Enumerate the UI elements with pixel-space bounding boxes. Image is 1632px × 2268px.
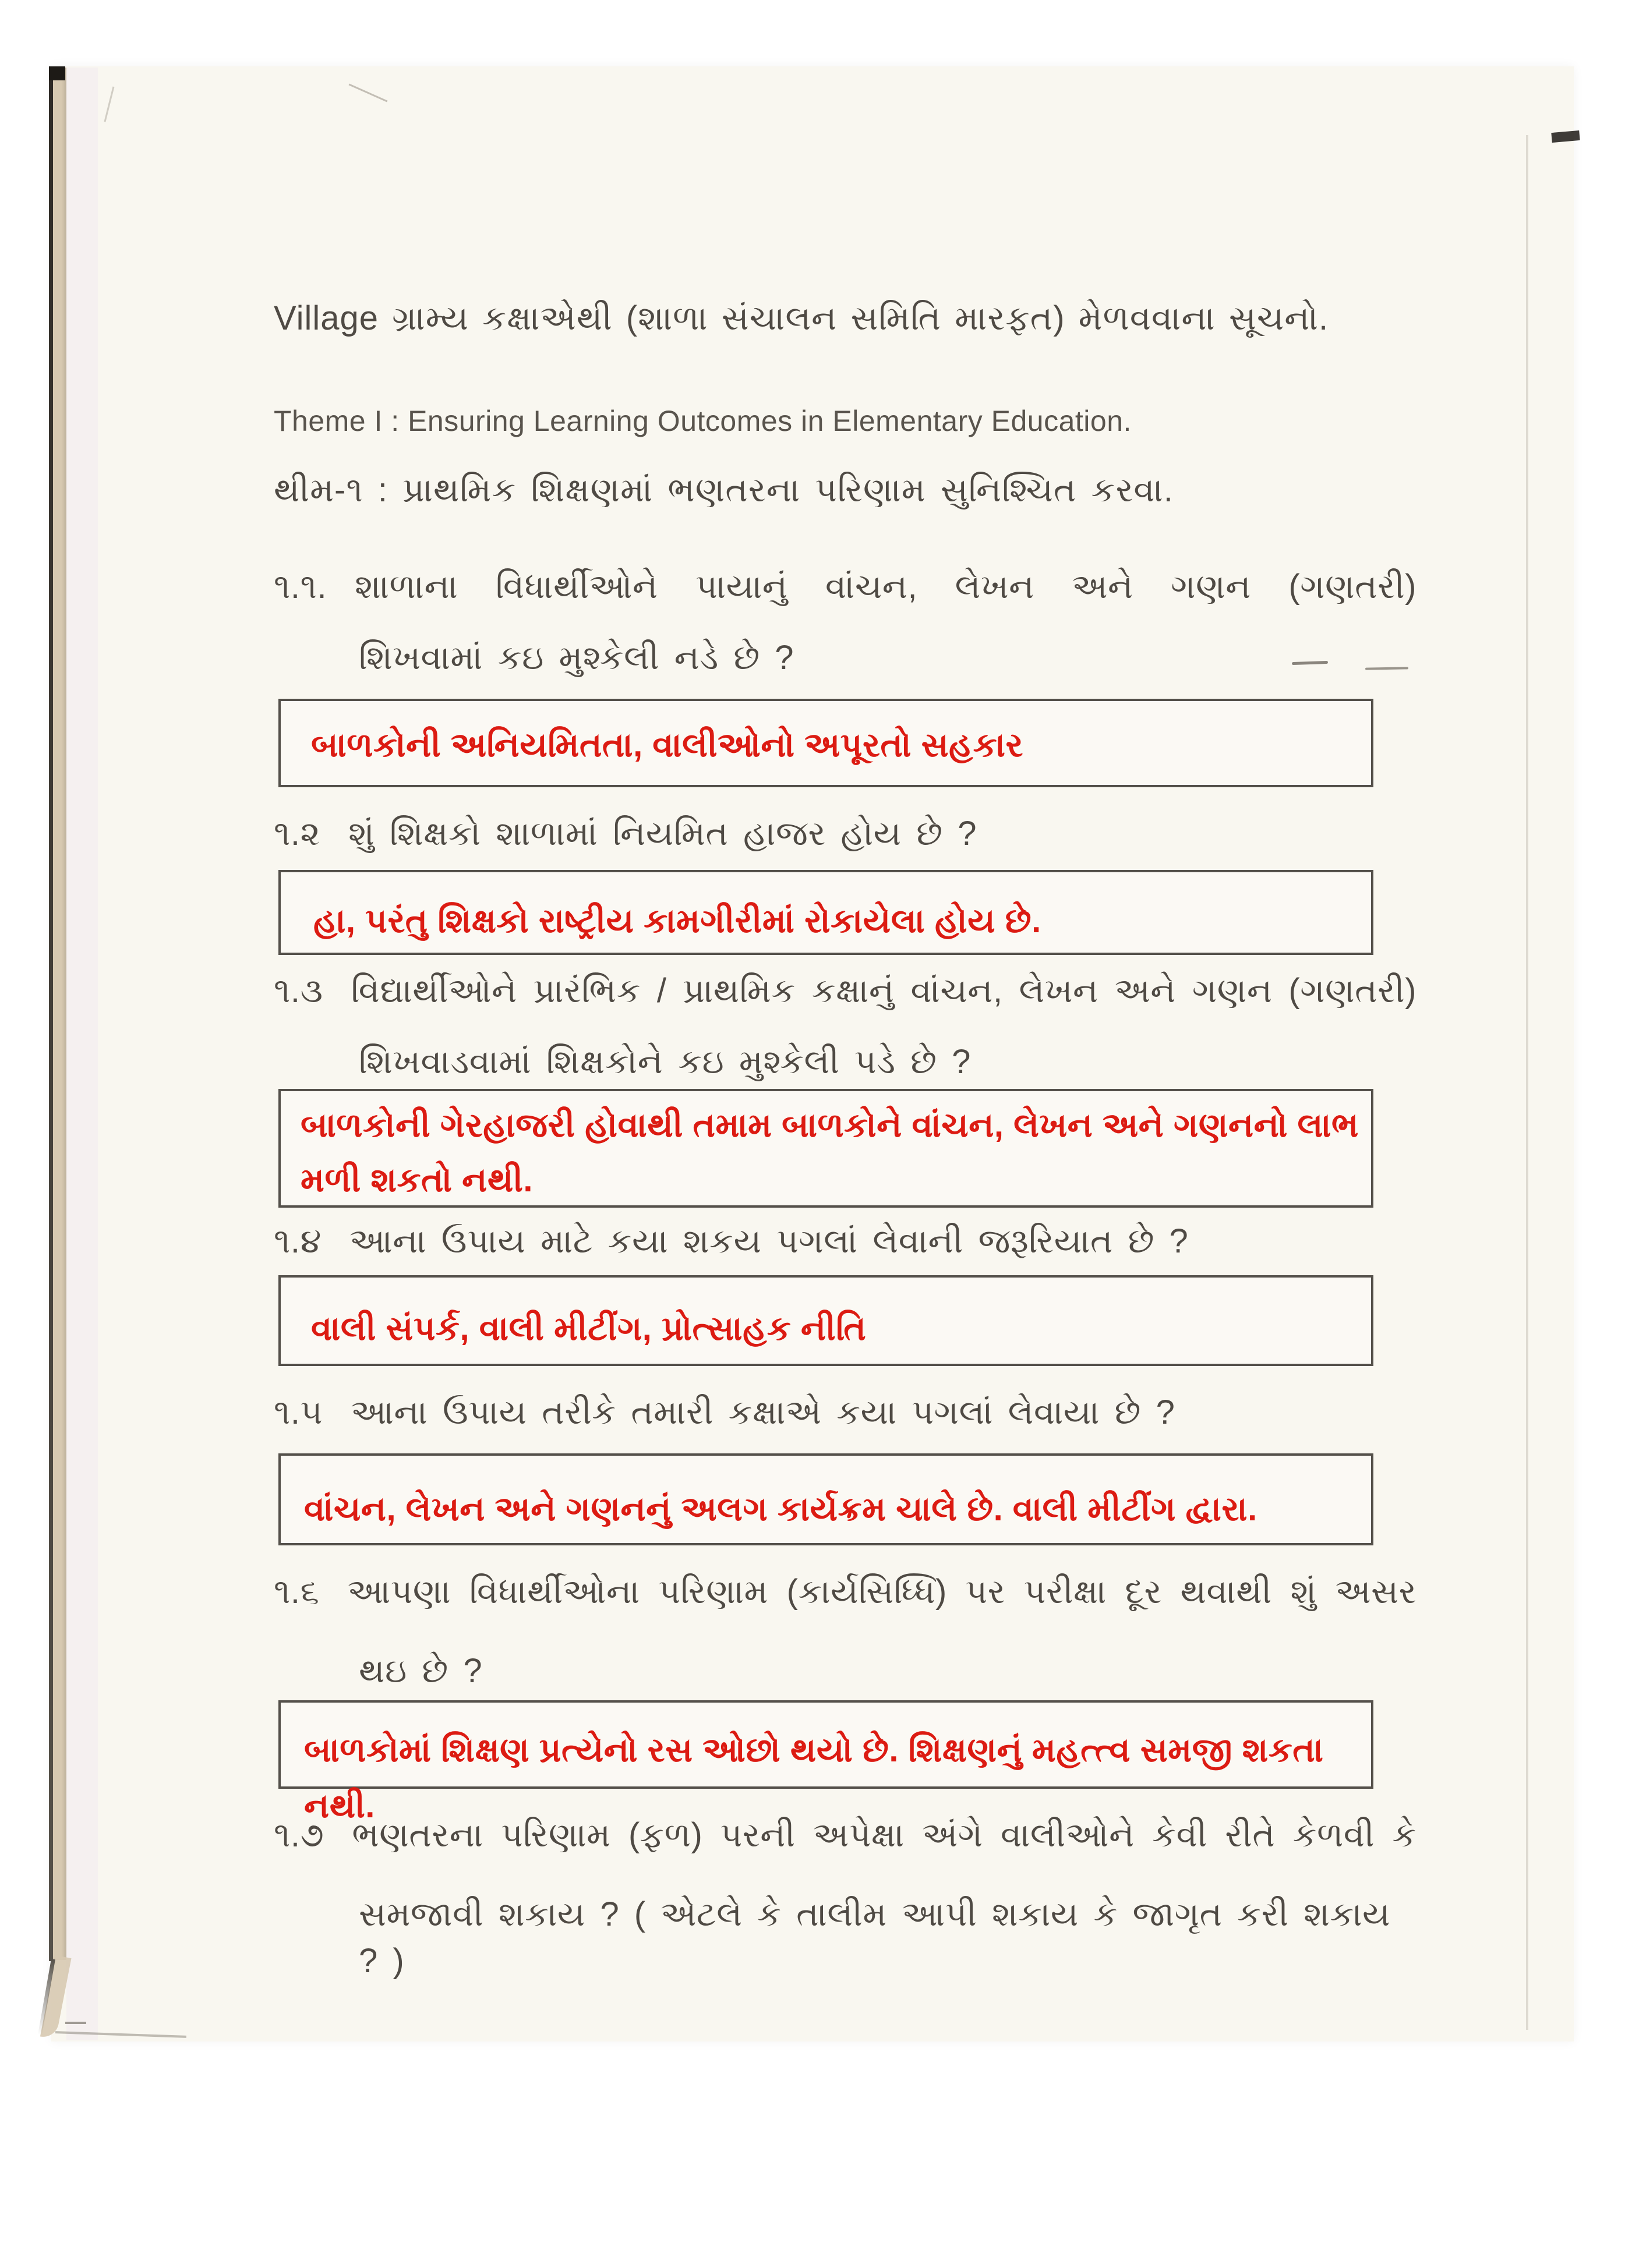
question-number: ૧.૨	[274, 815, 321, 852]
question-number: ૧.૪	[274, 1222, 322, 1260]
answer-box-1-6	[278, 1700, 1373, 1825]
question-1-4	[274, 1218, 1416, 1265]
scan-corner-mark-top-right	[1551, 130, 1580, 143]
page-fold-line	[1526, 135, 1528, 2030]
question-line: સમજાવી શકાય ? ( એટલે કે તાલીમ આપી શકાય કે જાગૃત કરી શકાય ? )	[359, 1895, 1391, 1980]
question-line: શિખવામાં કઇ મુશ્કેલી નડે છે ?	[359, 639, 794, 677]
question-number: ૧.૭	[274, 1816, 324, 1854]
question-number: ૧.૫	[274, 1393, 323, 1431]
question-1-7	[274, 1812, 1416, 1984]
question-line	[274, 968, 1416, 1014]
answer-text: મળી શકતો નથી.	[301, 1161, 534, 1199]
question-number: ૧.૩	[274, 972, 323, 1010]
answer-box-1-2	[278, 870, 1373, 955]
answer-box-1-1	[278, 699, 1373, 787]
question-text: વિદ્યાર્થીઓને પ્રારંભિક / પ્રાથમિક કક્ષાનું વાંચન, લેખન અને ગણન (ગણતરી)	[351, 972, 1416, 1010]
question-1-3	[274, 968, 1416, 1085]
question-text: ભણતરના પરિણામ (ફળ) પરની અપેક્ષા અંગે વાલીઓને કેવી રીતે કેળવી કે	[352, 1816, 1416, 1854]
question-line	[274, 1218, 1416, 1265]
question-line	[274, 1569, 1416, 1615]
document-title: Village ગ્રામ્ય કક્ષાએથી (શાળા સંચાલન સમિતિ મારફત) મેળવવાના સૂચનો.	[274, 299, 1329, 337]
question-text: શું શિક્ષકો શાળામાં નિયમિત હાજર હોય છે ?	[348, 815, 977, 852]
theme-heading-english: Theme I : Ensuring Learning Outcomes in Elementary Education.	[274, 405, 1132, 437]
scan-shadow-line	[49, 68, 53, 1961]
question-1-2	[274, 811, 1416, 857]
question-number: ૧.૬	[274, 1573, 320, 1611]
question-line	[274, 1812, 1416, 1859]
question-line: થઇ છે ?	[359, 1652, 483, 1690]
question-line	[274, 811, 1416, 857]
answer-box-1-5	[278, 1453, 1373, 1545]
answer-text: બાળકોની અનિયમિતતા, વાલીઓનો અપૂરતો સહકાર	[311, 726, 1023, 764]
answer-text: વાંચન, લેખન અને ગણનનું અલગ કાર્યક્રમ ચાલે છે. વાલી મીટીંગ દ્વારા.	[304, 1490, 1257, 1528]
theme-heading-gujarati: થીમ-૧ : પ્રાથમિક શિક્ષણમાં ભણતરના પરિણામ સુનિશ્ચિત કરવા.	[274, 471, 1174, 509]
scan-corner-mark-top-left	[49, 66, 65, 80]
page-left-edge-strip	[53, 68, 66, 1960]
question-line	[274, 1389, 1416, 1436]
answer-text: હા, પરંતુ શિક્ષકો રાષ્ટ્રીય કામગીરીમાં રોકાયેલા હોય છે.	[313, 902, 1041, 940]
question-line	[274, 564, 1416, 610]
question-line: શિખવાડવામાં શિક્ષકોને કઇ મુશ્કેલી પડે છે ?	[359, 1043, 971, 1081]
answer-text: બાળકોમાં શિક્ષણ પ્રત્યેનો રસ ઓછો થયો છે. શિક્ષણનું મહત્ત્વ સમજી શકતા નથી.	[304, 1731, 1324, 1825]
question-1-6	[274, 1569, 1416, 1694]
answer-text: વાલી સંપર્ક, વાલી મીટીંગ, પ્રોત્સાહક નીતિ	[311, 1310, 867, 1347]
question-text: આપણા વિધાર્થીઓના પરિણામ (કાર્યસિધ્ધિ) પર પરીક્ષા દૂર થવાથી શું અસર	[347, 1573, 1416, 1611]
pen-dash-mark	[65, 2022, 86, 2024]
page-left-edge-highlight	[66, 68, 98, 2040]
answer-text: બાળકોની ગેરહાજરી હોવાથી તમામ બાળકોને વાંચન, લેખન અને ગણનનો લાભ	[301, 1106, 1359, 1144]
question-text: શાળાના વિધાર્થીઓને પાયાનું વાંચન, લેખન અને ગણન (ગણતરી)	[355, 568, 1416, 606]
question-number: ૧.૧.	[274, 568, 327, 606]
question-text: આના ઉપાય માટે કયા શકય પગલાં લેવાની જરૂરિયાત છે ?	[349, 1222, 1189, 1260]
question-text: આના ઉપાય તરીકે તમારી કક્ષાએ કયા પગલાં લેવાયા છે ?	[351, 1393, 1175, 1431]
question-1-5	[274, 1389, 1416, 1436]
answer-box-1-3	[278, 1089, 1373, 1208]
question-1-1	[274, 564, 1416, 681]
answer-box-1-4	[278, 1275, 1373, 1366]
